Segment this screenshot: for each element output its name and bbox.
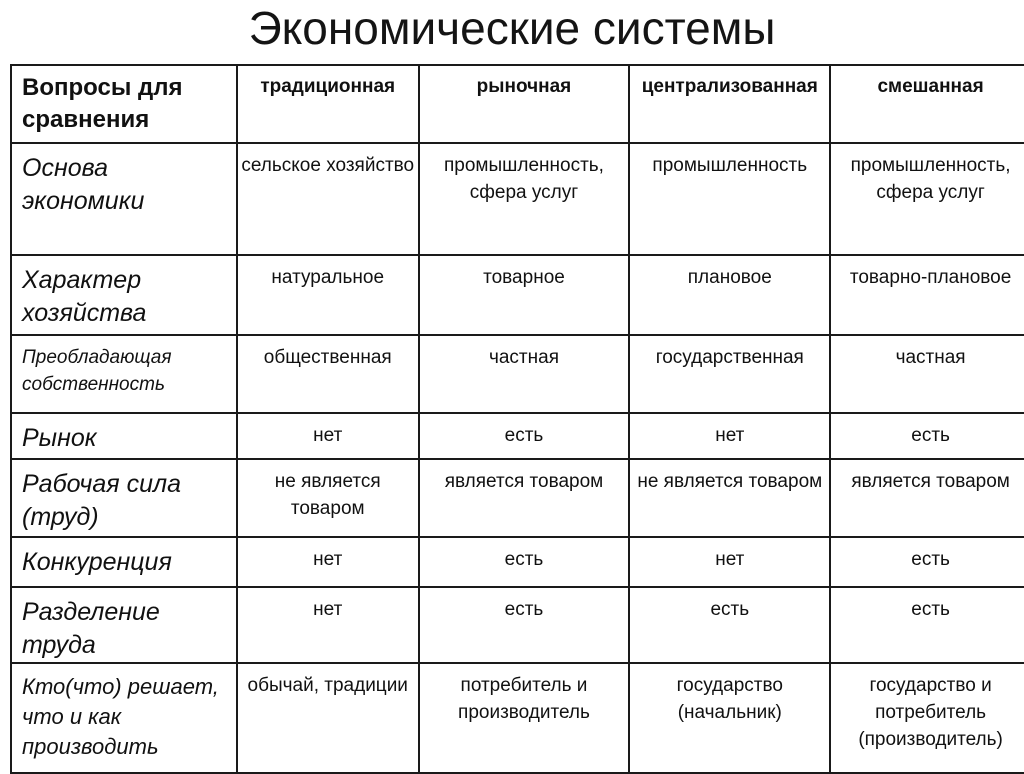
cell-market: есть bbox=[419, 537, 630, 587]
cell-centralized: плановое bbox=[629, 255, 830, 335]
cell-centralized: нет bbox=[629, 413, 830, 459]
cell-traditional: натуральное bbox=[237, 255, 419, 335]
page-title: Экономические системы bbox=[248, 2, 776, 54]
header-centralized: централизованная bbox=[629, 65, 830, 143]
cell-mixed: государство и потребитель (производитель) bbox=[830, 663, 1024, 773]
comparison-table bbox=[10, 64, 1024, 774]
table-row bbox=[11, 587, 1024, 663]
header-market: рыночная bbox=[419, 65, 630, 143]
cell-market: является товаром bbox=[419, 459, 630, 537]
row-question: Основа экономики bbox=[11, 143, 237, 255]
header-questions: Вопросы для сравнения bbox=[11, 65, 237, 143]
table-row bbox=[11, 413, 1024, 459]
table-row bbox=[11, 663, 1024, 773]
header-traditional: традиционная bbox=[237, 65, 419, 143]
cell-market: есть bbox=[419, 413, 630, 459]
row-question: Рабочая сила (труд) bbox=[11, 459, 237, 537]
header-mixed: смешанная bbox=[830, 65, 1024, 143]
cell-traditional: общественная bbox=[237, 335, 419, 413]
cell-centralized: промышленность bbox=[629, 143, 830, 255]
row-question: Конкуренция bbox=[11, 537, 237, 587]
row-question: Характер хозяйства bbox=[11, 255, 237, 335]
cell-market: промышленность, сфера услуг bbox=[419, 143, 630, 255]
cell-traditional: обычай, традиции bbox=[237, 663, 419, 773]
table-row bbox=[11, 459, 1024, 537]
row-question: Разделение труда bbox=[11, 587, 237, 663]
cell-traditional: не является товаром bbox=[237, 459, 419, 537]
cell-mixed: товарно-плановое bbox=[830, 255, 1024, 335]
cell-traditional: нет bbox=[237, 537, 419, 587]
cell-mixed: является товаром bbox=[830, 459, 1024, 537]
row-question: Преобладающая собственность bbox=[11, 335, 237, 413]
cell-market: частная bbox=[419, 335, 630, 413]
cell-market: потребитель и производитель bbox=[419, 663, 630, 773]
table-header-row bbox=[11, 65, 1024, 143]
cell-centralized: не является товаром bbox=[629, 459, 830, 537]
table-row bbox=[11, 143, 1024, 255]
cell-centralized: есть bbox=[629, 587, 830, 663]
cell-centralized: государственная bbox=[629, 335, 830, 413]
cell-market: товарное bbox=[419, 255, 630, 335]
table-row bbox=[11, 335, 1024, 413]
cell-mixed: есть bbox=[830, 537, 1024, 587]
cell-centralized: нет bbox=[629, 537, 830, 587]
cell-centralized: государство (начальник) bbox=[629, 663, 830, 773]
row-question: Рынок bbox=[11, 413, 237, 459]
cell-mixed: есть bbox=[830, 587, 1024, 663]
cell-traditional: нет bbox=[237, 587, 419, 663]
cell-mixed: есть bbox=[830, 413, 1024, 459]
cell-mixed: промышленность, сфера услуг bbox=[830, 143, 1024, 255]
cell-traditional: сельское хозяйство bbox=[237, 143, 419, 255]
row-question: Кто(что) решает, что и как производить bbox=[11, 663, 237, 773]
table-row bbox=[11, 255, 1024, 335]
cell-traditional: нет bbox=[237, 413, 419, 459]
table-row bbox=[11, 537, 1024, 587]
cell-market: есть bbox=[419, 587, 630, 663]
cell-mixed: частная bbox=[830, 335, 1024, 413]
